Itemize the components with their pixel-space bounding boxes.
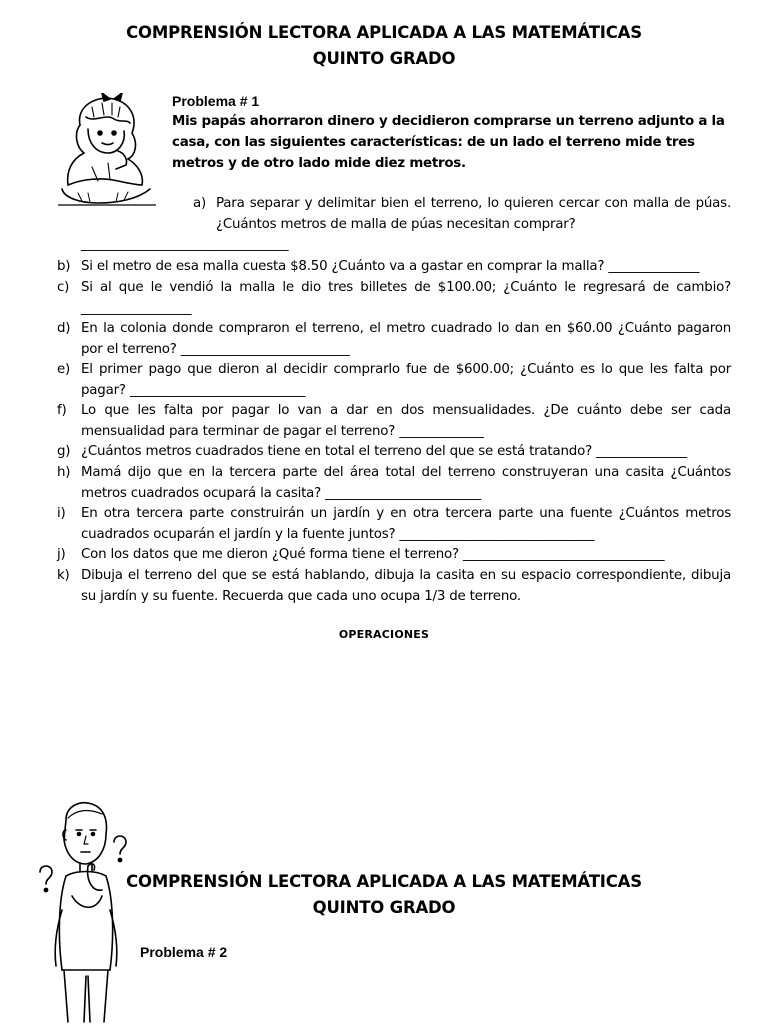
question-label: a) [193,196,207,211]
question-b [57,257,731,278]
question-text: Con los datos que me dieron ¿Qué forma tiene el terreno? _______________________________ [81,547,665,562]
question-label: b) [57,259,71,274]
question-label: e) [57,362,71,377]
operations-label: OPERACIONES [338,628,430,641]
section-2-title-line1: COMPRENSIÓN LECTORA APLICADA A LAS MATEMÁTICAS [126,872,642,891]
question-c [57,278,731,319]
question-text: Para separar y delimitar bien el terreno, lo quieren cercar con malla de púas. ¿Cuántos metros de malla de púas necesitan comprar? [216,196,731,232]
page-title-line2: QUINTO GRADO [312,49,456,68]
question-label: c) [57,280,70,295]
question-g [57,442,731,463]
question-text: ¿Cuántos metros cuadrados tiene en total el terreno del que se está tratando? ______________ [81,444,687,459]
problem-1-statement: Mis papás ahorraron dinero y decidieron comprarse un terreno adjunto a la casa, con las siguientes características: de un lado el terreno mide tres metros y de otro lado mide diez metros. [172,114,725,171]
question-j [57,545,731,566]
question-a-answer-blank[interactable]: _______________________________ [81,237,289,252]
question-k [57,566,731,607]
question-text: El primer pago que dieron al decidir comprarlo fue de $600.00; ¿Cuánto es lo que les falta por pagar? ___________________________ [81,362,731,398]
question-text: Mamá dijo que en la tercera parte del área total del terreno construyeran una casita ¿Cuántos metros cuadrados ocupará la casita? ________________________ [81,465,731,501]
question-text: Si el metro de esa malla cuesta $8.50 ¿Cuánto va a gastar en comprar la malla? ______________ [81,259,700,274]
question-text: Lo que les falta por pagar lo van a dar en dos mensualidades. ¿De cuánto debe ser cada mensualidad para terminar de pagar el terreno? _____________ [81,403,731,439]
question-i [57,504,731,545]
question-text: Dibuja el terreno del que se está hablando, dibuja la casita en su espacio correspondiente, dibuja su jardín y su fuente. Recuerda que cada uno ocupa 1/3 de terreno. [81,568,731,604]
question-f [57,401,731,442]
problem-1-label: Problema # 1 [172,93,260,109]
question-label: k) [57,568,70,583]
page-title [0,20,768,72]
question-label: h) [57,465,71,480]
question-text: En la colonia donde compraron el terreno, el metro cuadrado lo dan en $60.00 ¿Cuánto pagaron por el terreno? __________________________ [81,321,731,357]
question-label: i) [57,506,66,521]
problem-2-label: Problema # 2 [140,944,228,960]
question-text: En otra tercera parte construirán un jardín y en otra tercera parte una fuente ¿Cuántos metros cuadrados ocuparán el jardín y la fuente juntos? ______________________________ [81,506,731,542]
question-text: Si al que le vendió la malla le dio tres billetes de $100.00; ¿Cuánto le regresará de cambio? _________________ [81,280,731,316]
question-label: j) [57,547,66,562]
question-label: g) [57,444,71,459]
section-2-title-line2: QUINTO GRADO [312,898,456,917]
question-label: d) [57,321,71,336]
question-d [57,319,731,360]
girl-thinking-illustration [58,93,156,211]
page-title-line1: COMPRENSIÓN LECTORA APLICADA A LAS MATEMÁTICAS [126,23,642,42]
question-label: f) [57,403,67,418]
question-h [57,463,731,504]
section-2-title [0,869,768,921]
question-e [57,360,731,401]
question-a [193,194,731,235]
